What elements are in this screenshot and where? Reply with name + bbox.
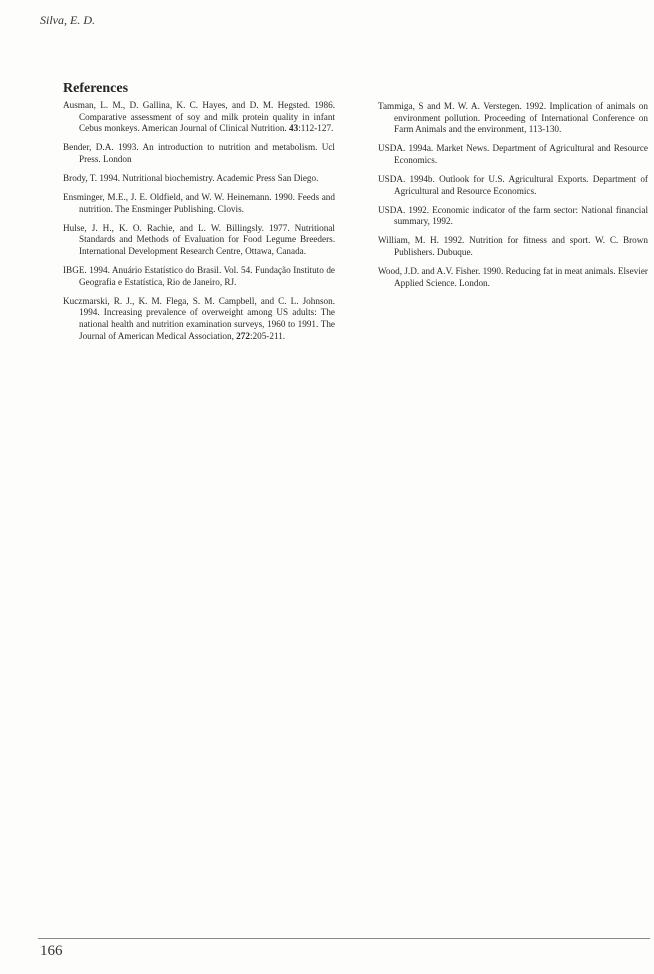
reference-entry [63,296,335,342]
reference-entry [63,192,335,215]
reference-entry [378,101,648,136]
reference-text: USDA. 1992. Economic indicator of the farm sector: National financial summary, 1992. [378,204,648,227]
reference-text: Kuczmarski, R. J., K. M. Flega, S. M. Campbell, and C. L. Johnson. 1994. Increasing prevalence of overweight among US adults: The national health and nutrition examination surveys, 1960 to 1991. The Journal of American Medical Association, [63,295,335,341]
reference-entry [63,265,335,288]
reference-volume: 272 [236,330,250,341]
reference-entry [378,266,648,289]
reference-text: Bender, D.A. 1993. An introduction to nutrition and metabolism. Ucl Press. London [63,142,335,164]
references-heading: References [63,81,129,96]
reference-text: IBGE. 1994. Anuário Estatístico do Brasil. Vol. 54. Fundação Instituto de Geografia e Estatística, Rio de Janeiro, RJ. [63,265,335,287]
reference-text: Hulse, J. H., K. O. Rachie, and L. W. Billingsly. 1977. Nutritional Standards and Methods of Evaluation for Food Legume Breeders. International Development Research Centre, Ottawa, Canada. [63,222,335,256]
reference-entry [378,235,648,258]
running-head: Silva, E. D. [40,13,95,27]
reference-pages: :112-127. [298,123,334,134]
reference-text: USDA. 1994a. Market News. Department of Agricultural and Resource Economics. [378,143,648,165]
reference-pages: :205-211. [249,330,286,341]
reference-text: William, M. H. 1992. Nutrition for fitness and sport. W. C. Brown Publishers. Dubuque. [378,235,648,257]
reference-entry [63,173,335,185]
reference-entry [63,100,335,135]
reference-entry [63,223,335,258]
reference-text: Brody, T. 1994. Nutritional biochemistry. Academic Press San Diego. [63,172,319,183]
reference-entry [378,174,648,197]
reference-volume: 43 [289,123,299,134]
reference-entry [378,143,648,166]
reference-text: Ausman, L. M., D. Gallina, K. C. Hayes, and D. M. Hegsted. 1986. Comparative assessment of soy and milk protein quality in infant Cebus monkeys. American Journal of Clinical Nutrition. [63,100,335,134]
reference-text: Ensminger, M.E., J. E. Oldfield, and W. W. Heinemann. 1990. Feeds and nutrition. The Ensminger Publishing. Clovis. [63,192,335,214]
page-number: 166 [40,943,63,959]
reference-text: Tammiga, S and M. W. A. Verstegen. 1992. Implication of animals on environment pollution. Proceeding of International Conference on Farm Animals and the environment, 113-130. [378,101,648,135]
footer-rule [38,938,650,939]
references-right-column [378,101,648,297]
reference-text: Wood, J.D. and A.V. Fisher. 1990. Reducing fat in meat animals. Elsevier Applied Science. London. [378,266,648,288]
reference-entry [378,205,648,228]
reference-entry [63,142,335,165]
references-left-column [63,100,335,350]
reference-text: USDA. 1994b. Outlook for U.S. Agricultural Exports. Department of Agricultural and Resource Economics. [378,173,648,196]
